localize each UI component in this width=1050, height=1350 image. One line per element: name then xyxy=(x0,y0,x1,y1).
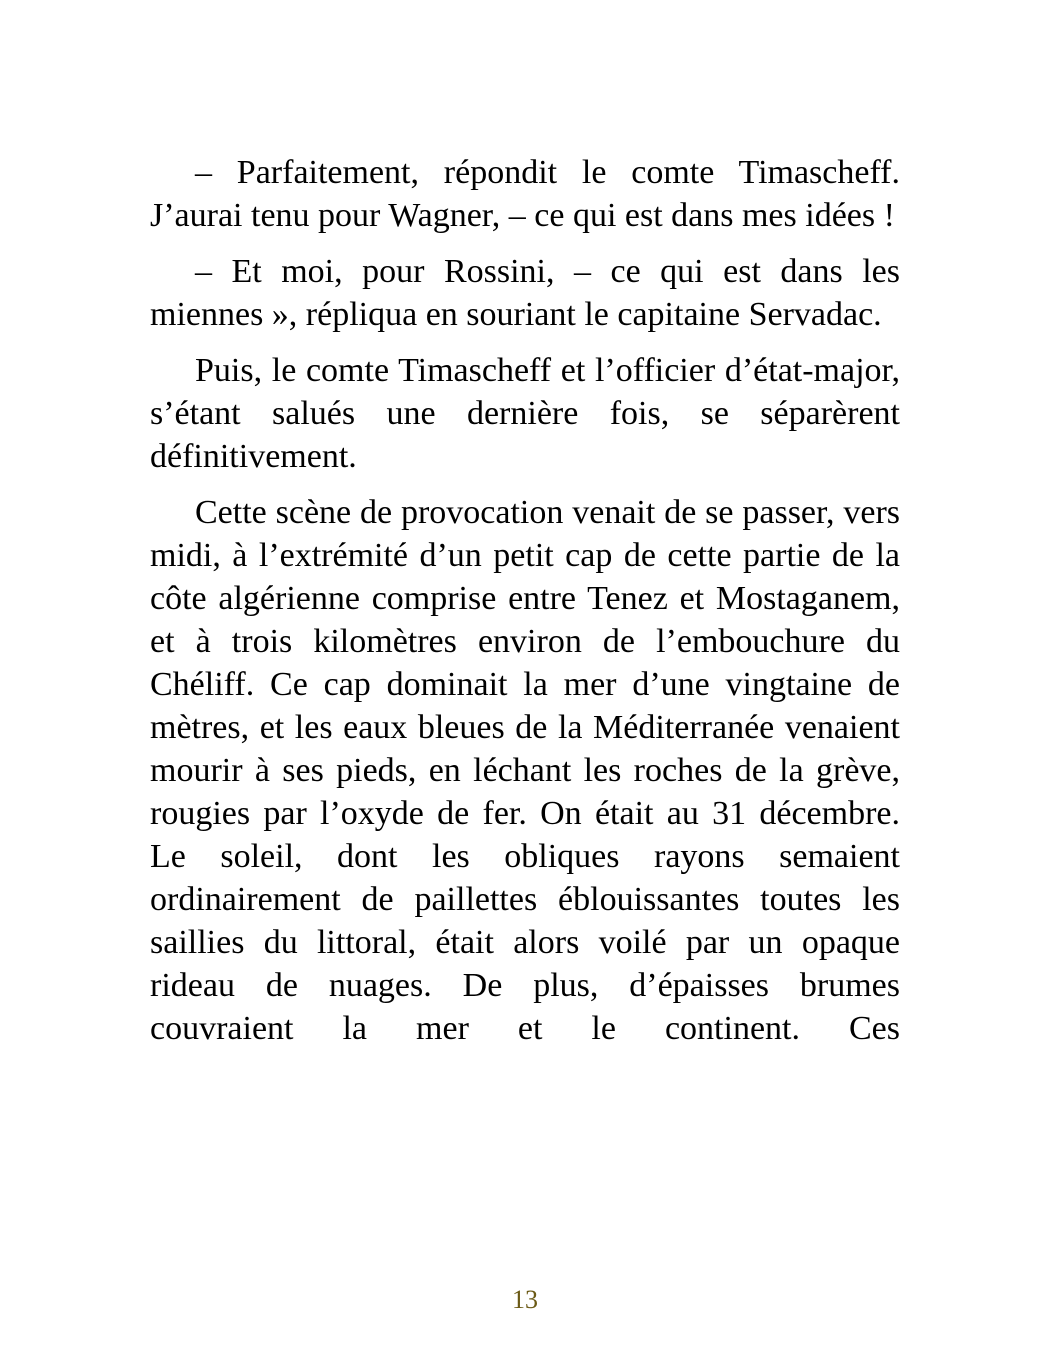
paragraph-3: Puis, le comte Timascheff et l’officier d’état-major, s’étant salués une dernière fois, se séparèrent définitivement. xyxy=(150,352,900,475)
paragraph-2: – Et moi, pour Rossini, – ce qui est dans les miennes », répliqua en souriant le capitaine Servadac. xyxy=(150,253,900,333)
page-number: 13 xyxy=(512,1285,538,1314)
body-text xyxy=(150,151,900,1063)
paragraph-4: Cette scène de provocation venait de se passer, vers midi, à l’extrémité d’un petit cap de cette partie de la côte algérienne comprise entre Tenez et Mostaganem, et à trois kilomètres environ de l’embouchure du Chéliff. Ce cap dominait la mer d’une vingtaine de mètres, et les eaux bleues de la Méditerranée venaient mourir à ses pieds, en léchant les roches de la grève, rougies par l’oxyde de fer. On était au 31 décembre. Le soleil, dont les obliques rayons semaient ordinairement de paillettes éblouissantes toutes les saillies du littoral, était alors voilé par un opaque rideau de nuages. De plus, d’épaisses brumes couvraient la mer et le continent. Ces xyxy=(150,494,900,1047)
paragraph-1: – Parfaitement, répondit le comte Timascheff. J’aurai tenu pour Wagner, – ce qui est dans mes idées ! xyxy=(150,154,900,234)
